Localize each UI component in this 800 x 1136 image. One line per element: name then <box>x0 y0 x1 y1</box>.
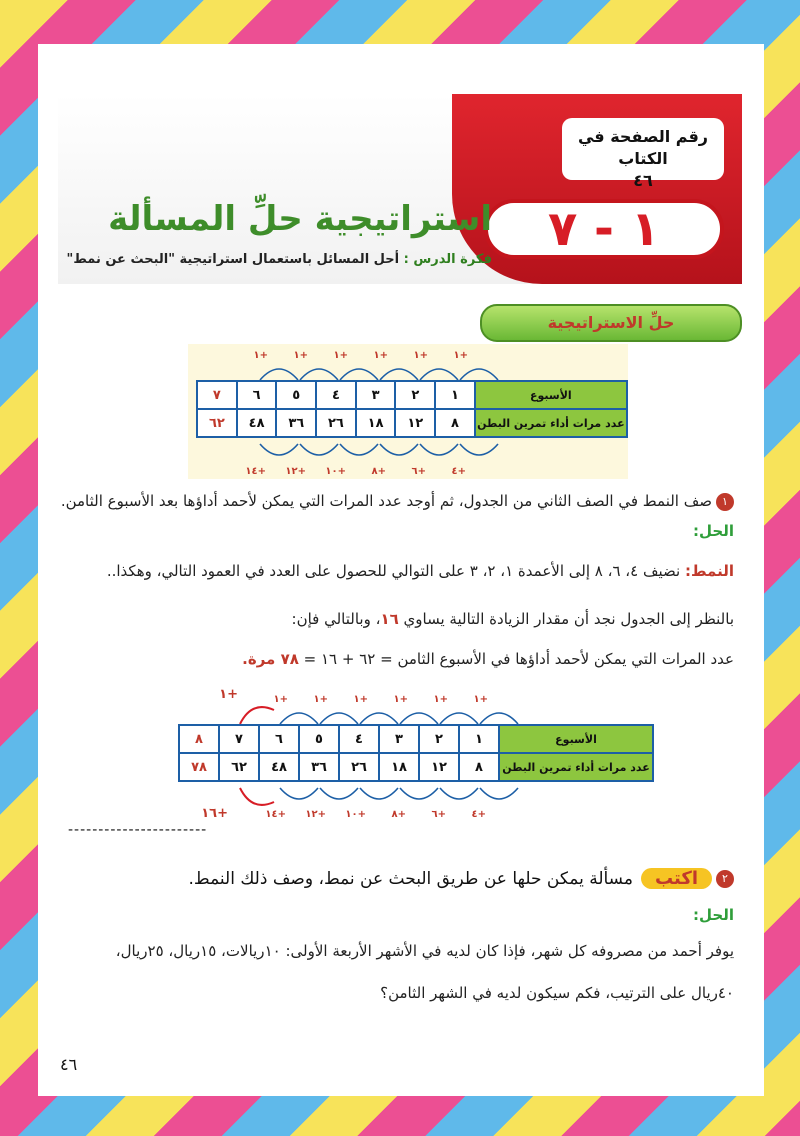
bottom-arc <box>260 444 298 455</box>
bottom-arc <box>460 444 498 455</box>
bottom-arc <box>440 788 478 799</box>
top-arc <box>360 713 398 724</box>
question-2 <box>189 868 734 889</box>
solution-label-2: الحل: <box>693 906 734 924</box>
top-arc <box>420 369 458 380</box>
table-row-header: عدد مرات أداء تمرين البطن <box>499 753 653 781</box>
write-badge: اكتب <box>641 868 712 889</box>
top-increment: +١ <box>413 350 428 361</box>
count-cell: ١٨ <box>379 753 419 781</box>
count-cell: ٨ <box>435 409 475 437</box>
bottom-arc <box>360 788 398 799</box>
count-cell: ٦٢ <box>219 753 259 781</box>
count-cell: ٣٦ <box>276 409 316 437</box>
table-row-header: عدد مرات أداء تمرين البطن <box>475 409 627 437</box>
bottom-arc <box>400 788 438 799</box>
bottom-increment: +٨ <box>391 809 406 819</box>
table2-grid <box>178 724 654 782</box>
top-increment: +١ <box>453 350 468 361</box>
bottom-increment: +٤ <box>471 809 486 819</box>
week-cell: ٨ <box>179 725 219 753</box>
bottom-arc <box>300 444 338 455</box>
bottom-arc <box>320 788 358 799</box>
count-cell: ٨ <box>459 753 499 781</box>
lesson-idea <box>67 252 492 267</box>
extra-bottom-arc <box>240 788 274 805</box>
solution-label: الحل: <box>693 522 734 540</box>
top-increment: +١ <box>393 694 408 705</box>
week-cell: ٤ <box>339 725 379 753</box>
book-page-number: ٤٦ <box>633 171 653 190</box>
bottom-increment: +١٠ <box>325 466 346 477</box>
worksheet-page <box>38 44 764 1096</box>
lesson-idea-text: أحل المسائل باستعمال استراتيجية "البحث عن نمط" <box>66 252 400 267</box>
answer-line-2: ٤٠ريال على الترتيب، فكم سيكون لديه في الشهر الثامن؟ <box>380 984 734 1002</box>
lesson-title: استراتيجية حلِّ المسألة <box>108 199 492 239</box>
top-increment: +١ <box>253 350 268 361</box>
week-cell: ٤ <box>316 381 356 409</box>
question-1-text: صف النمط في الصف الثاني من الجدول، ثم أوجد عدد المرات التي يمكن لأحمد أداؤها بعد الأسبوع الثامن. <box>60 492 712 510</box>
question-number-badge: ٢ <box>716 870 734 888</box>
count-cell: ٧٨ <box>179 753 219 781</box>
count-cell: ٤٨ <box>237 409 277 437</box>
table-row <box>179 753 653 781</box>
count-cell: ١٢ <box>419 753 459 781</box>
top-arc <box>400 713 438 724</box>
table-row <box>197 381 627 409</box>
week-cell: ٦ <box>259 725 299 753</box>
table-row <box>179 725 653 753</box>
bottom-increment: +٨ <box>371 466 386 477</box>
extra-top-arc <box>240 707 274 724</box>
count-cell: ٦٢ <box>197 409 237 437</box>
top-arc <box>440 713 478 724</box>
lesson-header <box>58 94 742 284</box>
top-arc <box>260 369 298 380</box>
question-1 <box>61 488 734 514</box>
week-cell: ٥ <box>299 725 339 753</box>
bottom-arc <box>340 444 378 455</box>
book-page-box <box>562 118 724 190</box>
answer-line-1: يوفر أحمد من مصروفه كل شهر، فإذا كان لديه في الأشهر الأربعة الأولى: ١٠ريالات، ١٥ريال، ٢٥ريال، <box>115 942 734 960</box>
top-increment: +١ <box>473 694 488 705</box>
lesson-number: ١ - ٧ <box>484 199 724 259</box>
top-extra-increment: +١ <box>219 687 238 702</box>
top-arc <box>480 713 518 724</box>
bottom-arc <box>280 788 318 799</box>
top-increment: +١ <box>353 694 368 705</box>
increment-text-after: ، وبالتالي فإن: <box>291 610 381 628</box>
bottom-increment: +١٤ <box>245 466 266 477</box>
header-red-block <box>452 94 742 284</box>
week-cell: ٥ <box>276 381 316 409</box>
count-cell: ٢٦ <box>316 409 356 437</box>
bottom-increment: +٦ <box>411 466 426 477</box>
pattern-text: نضيف ٤، ٦، ٨ إلى الأعمدة ١، ٢، ٣ على التوالي للحصول على العدد في العمود التالي، وهكذا.. <box>106 562 681 580</box>
table-row-header: الأسبوع <box>499 725 653 753</box>
bottom-increment: +١٢ <box>305 809 326 819</box>
bottom-extra-increment: +١٦ <box>201 806 228 819</box>
pattern-line <box>107 558 734 584</box>
bottom-increment: +٤ <box>451 466 466 477</box>
count-cell: ٤٨ <box>259 753 299 781</box>
week-cell: ٧ <box>219 725 259 753</box>
week-cell: ٢ <box>419 725 459 753</box>
increment-line <box>292 606 734 632</box>
pattern-label: النمط: <box>684 562 734 580</box>
table-row <box>197 409 627 437</box>
divider: ----------------------- <box>68 822 208 838</box>
top-arc <box>300 369 338 380</box>
top-increment: +١ <box>333 350 348 361</box>
table1-grid <box>196 380 628 438</box>
question-2-text: مسألة يمكن حلها عن طريق البحث عن نمط، وصف ذلك النمط. <box>188 869 633 889</box>
count-cell: ٣٦ <box>299 753 339 781</box>
week-cell: ٣ <box>356 381 396 409</box>
top-increment: +١ <box>293 350 308 361</box>
top-increment: +١ <box>433 694 448 705</box>
increment-text-before: بالنظر إلى الجدول نجد أن مقدار الزيادة التالية يساوي <box>403 610 734 628</box>
bottom-arc <box>420 444 458 455</box>
result-value: ٧٨ مرة. <box>242 650 299 668</box>
week-cell: ٢ <box>395 381 435 409</box>
week-cell: ١ <box>435 381 475 409</box>
pattern-table-2 <box>168 684 668 819</box>
top-increment: +١ <box>273 694 288 705</box>
bottom-increment: +١٠ <box>345 809 366 819</box>
week-cell: ٣ <box>379 725 419 753</box>
bottom-arc <box>380 444 418 455</box>
bottom-increment: +١٤ <box>265 809 286 819</box>
top-arc <box>380 369 418 380</box>
bottom-arc <box>480 788 518 799</box>
top-arc <box>280 713 318 724</box>
strategy-label: حلِّ الاستراتيجية <box>480 304 742 342</box>
result-text: عدد المرات التي يمكن لأحمد أداؤها في الأسبوع الثامن = ٦٢ + ١٦ = <box>303 650 734 668</box>
count-cell: ١٢ <box>395 409 435 437</box>
week-cell: ١ <box>459 725 499 753</box>
top-increment: +١ <box>313 694 328 705</box>
table-row-header: الأسبوع <box>475 381 627 409</box>
page-number: ٤٦ <box>60 1055 78 1074</box>
book-page-label: رقم الصفحة في الكتاب <box>577 127 709 168</box>
lesson-idea-label: فكرة الدرس : <box>403 252 492 267</box>
week-cell: ٦ <box>237 381 277 409</box>
bottom-increment: +١٢ <box>285 466 306 477</box>
bottom-increment: +٦ <box>431 809 446 819</box>
top-arc <box>460 369 498 380</box>
count-cell: ٢٦ <box>339 753 379 781</box>
week-cell: ٧ <box>197 381 237 409</box>
top-increment: +١ <box>373 350 388 361</box>
question-number-badge: ١ <box>716 493 734 511</box>
top-arc <box>320 713 358 724</box>
count-cell: ١٨ <box>356 409 396 437</box>
result-line <box>242 646 734 672</box>
increment-value: ١٦ <box>380 610 399 628</box>
pattern-table-1 <box>188 344 628 479</box>
top-arc <box>340 369 378 380</box>
